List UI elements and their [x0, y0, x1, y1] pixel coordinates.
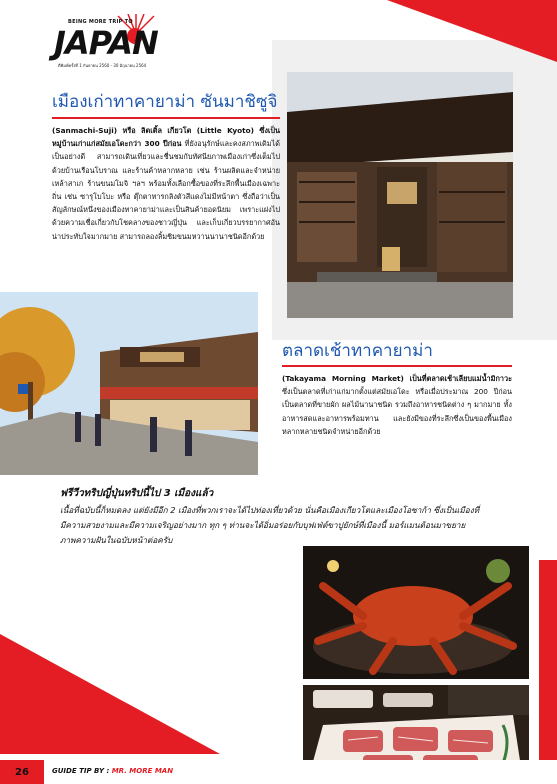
- title-underline: [52, 117, 280, 119]
- photo-king-crab: [303, 546, 529, 679]
- side-decoration-right: [539, 560, 557, 760]
- logo-wordmark: JAPAN: [54, 24, 158, 62]
- guide-prefix: GUIDE TIP BY :: [52, 767, 112, 775]
- photo-old-town-street: [287, 72, 513, 318]
- photo-morning-market: [0, 292, 258, 475]
- title-underline: [282, 365, 512, 367]
- section-paragraph-morning-market: [282, 372, 512, 438]
- guide-author: MR. MORE MAN: [111, 767, 174, 775]
- tip-title: ฟรีวีวทริปญี่ปุ่นทริปนี้ไป 3 เมืองแล้ว: [60, 488, 214, 499]
- section-paragraph-sanmachi: [52, 124, 280, 243]
- page-number: 26: [0, 760, 44, 784]
- corner-decoration-bottom-left: [0, 634, 220, 754]
- guide-credit: [52, 767, 173, 775]
- paragraph-lead: (Takayama Morning Market) เป็นที่ตลาดเช้าเลียบแม่น้ำมิกาวะ: [282, 374, 512, 383]
- corner-decoration-top-right: [387, 0, 557, 62]
- section-title-sanmachi: เมืองเก่าทาคายาม่า ซันมาชิซูจิ: [52, 92, 278, 112]
- paragraph-body: ที่ยังอนุรักษ์และคงสภาพเดิมได้เป็นอย่างดี สามารถเดินเที่ยวและชื่นชมกับทัศนียภาพเมืองเก่าซึ่งเต็มไปด้วยบ้านเรือนโบราณ และร้านค้าหลากหลาย เช่น ร้านผลิตและจำหน่ายเหล้าสาเก ร้านขนมโมจิ ฯลฯ พร้อมทั้งเลือกซื้อของที่ระลึกพื้นเมืองเฉพาะถิ่น เช่น ซารุโบโบะ หรือ ตุ๊กตาทารกลิงตัวสีแดงไม่มีหน้าตา ซึ่งถือว่าเป็นสัญลักษณ์หนึ่งของเมืองทาคายาม่าและเป็นสินค้ายอดนิยม เพราะแฝงไปด้วยความเชื่อเกี่ยวกับโชคลางของชาวญี่ปุ่น และเก็บเกี่ยวบรรยากาศอันน่าประทับใจมากมาย สามารถลองลิ้มชิมขนมหวานนานาชนิดอีกด้วย: [52, 139, 280, 241]
- paragraph-lead: (Sanmachi-Suji) หรือ ลิตเติ้ล เกียวโต (Little Kyoto) ซึ่งเป็นหมู่บ้านเก่าแก่สมัยเอโดะกว่า 300 ปีก่อน: [52, 126, 280, 149]
- tip-body: เนื้อที่ฉบับนี้ก็หมดลง แต่ยังมีอีก 2 เมืองที่พวกเราจะได้ไปท่องเที่ยวด้วย นั่นคือเมืองเกียวโตและเมืองโอซาก้า ซึ่งเป็นเมืองที่มีความสวยงามและมีความเจริญอย่างมาก ทุก ๆ ท่านจะได้อิ่มอร่อยกับบุฟเฟ่ต์ขาปูยักษ์ที่เมืองนี้ มอร์แมนต้อนมาขยายภาพความฝันในฉบับหน้าต่อครับ: [60, 505, 480, 545]
- paragraph-body: ซึ่งเป็นตลาดที่เก่าแก่มากตั้งแต่สมัยเอโดะ หรือเมื่อประมาณ 200 ปีก่อน เป็นตลาดที่ขายผัก ผลไม้นานาชนิด รวมถึงอาหารชนิดต่าง ๆ มากมาย ทั้งอาหารสดและอาหารพร้อมทาน และยังมีของที่ระลึกซึ่งเป็นของพื้นเมืองหลากหลายชนิดจำหน่ายอีกด้วย: [282, 387, 512, 436]
- magazine-logo: [54, 14, 184, 72]
- logo-issue-info: ตีพิมพ์ครั้งที่ 1 กันยายน 2560 - 30 มิถุนายน 2564: [58, 63, 147, 68]
- logo-tagline: BEING MORE TRIP TO: [68, 19, 133, 25]
- section-title-morning-market: ตลาดเช้าทาคายาม่า: [282, 341, 433, 361]
